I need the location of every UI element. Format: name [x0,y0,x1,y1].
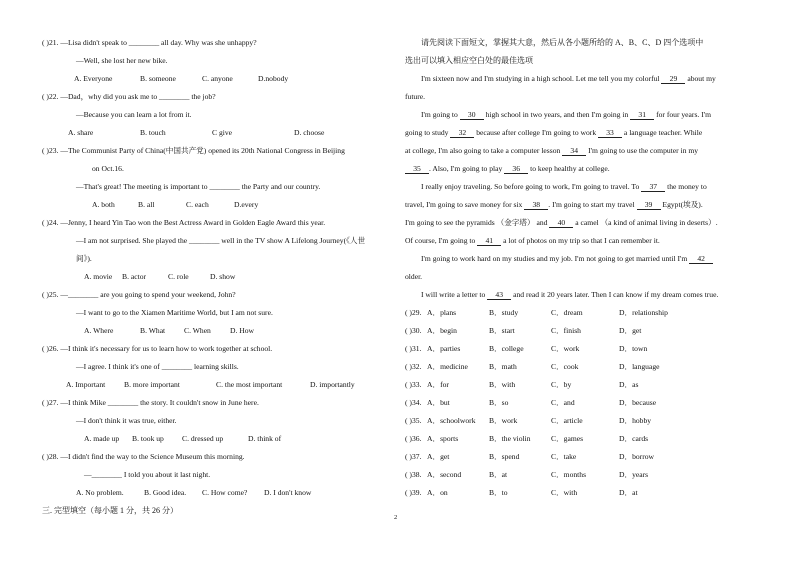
option[interactable]: B. someone [140,74,176,83]
option[interactable]: B．study [489,308,519,317]
q23-stem-cont: on Oct.16. [92,164,124,173]
option[interactable]: C．article [551,416,583,425]
option[interactable]: D. show [210,272,236,281]
option[interactable]: B．work [489,416,518,425]
option[interactable]: C．games [551,434,584,443]
option[interactable]: B．spend [489,452,520,461]
q26-reply: —I agree. I think it's one of ________ learning skills. [76,362,239,371]
option[interactable]: C．work [551,344,580,353]
option[interactable]: C．and [551,398,575,407]
question-number: ( )32. [405,362,422,371]
passage-text: going to study [405,128,451,137]
option[interactable]: C．finish [551,326,581,335]
option[interactable]: B. actor [122,272,147,281]
option[interactable]: C．by [551,380,572,389]
option[interactable]: D. importantly [310,380,355,389]
blank-33[interactable]: 33 [598,128,622,138]
page-number: 2 [394,514,398,521]
passage-text: Of course, I'm going to [405,236,478,245]
q21-reply: —Well, she lost her new bike. [76,56,168,65]
passage-line [421,74,716,84]
option[interactable]: D. How [230,326,255,335]
q25-reply: —I want to go to the Xiamen Maritime World, but I am not sure. [76,308,273,317]
option[interactable]: B. took up [132,434,164,443]
passage-text: for four years. I'm [654,110,712,119]
question-number: ( )39. [405,488,422,497]
option[interactable]: B. all [138,200,155,209]
blank-40[interactable]: 40 [549,218,573,228]
option[interactable]: D．years [619,470,649,479]
passage-text: at college, I'm also going to take a computer lesson [405,146,563,155]
option[interactable]: B．college [489,344,524,353]
passage-text: and read it 20 years later. Then I can know if my dream comes true. [511,290,719,299]
passage-text: a lot of photos on my trip so that I can remember it. [501,236,660,245]
option[interactable]: C. each [186,200,209,209]
passage-line [405,236,660,246]
option[interactable]: D．at [619,488,638,497]
passage-line [405,128,702,138]
option[interactable]: A．medicine [427,362,468,371]
option[interactable]: D.every [234,200,259,209]
blank-42[interactable]: 42 [689,254,713,264]
option[interactable]: A. Important [66,380,106,389]
question-number: ( )30. [405,326,422,335]
option[interactable]: C. anyone [202,74,233,83]
question-number: ( )38. [405,470,422,479]
option[interactable]: A．on [427,488,448,497]
passage-text: because after college I'm going to work [474,128,599,137]
option[interactable]: B．to [489,488,508,497]
option[interactable]: D. choose [294,128,325,137]
passage-text: travel, I'm going to save money for six [405,200,525,209]
q24-reply: —I am not surprised. She played the ________ well in the TV show A Lifelong Journey(《人世 [76,236,366,245]
option[interactable]: D．language [619,362,660,371]
option[interactable]: B．so [489,398,509,407]
option[interactable]: C. How come? [202,488,248,497]
option[interactable]: D．hobby [619,416,652,425]
option[interactable]: D．get [619,326,642,335]
q28-stem: ( )28. —I didn't find the way to the Science Museum this morning. [42,452,245,461]
passage-text: . I'm going to start my travel [548,200,637,209]
instructions: 请先阅读下面短文，掌握其大意，然后从各小题所给的 A、B、C、D 四个选项中 [421,38,704,47]
question-number: ( )33. [405,380,422,389]
option[interactable]: A．begin [427,326,457,335]
option[interactable]: A．parties [427,344,461,353]
option[interactable]: D．town [619,344,648,353]
q21-stem: ( )21. —Lisa didn't speak to ________ all day. Why was she unhappy? [42,38,257,47]
option[interactable]: A. both [92,200,115,209]
option[interactable]: B. What [140,326,166,335]
passage-line [405,200,703,210]
option[interactable]: A．plans [427,308,457,317]
passage-text: I really enjoy traveling. So before going to work, I'm going to travel. To [421,182,642,191]
option[interactable]: A．get [427,452,450,461]
option[interactable]: A．second [427,470,462,479]
option[interactable]: C give [212,128,233,137]
question-number: ( )31. [405,344,422,353]
q26-stem: ( )26. —I think it's necessary for us to learn how to work together at school. [42,344,273,353]
passage-text: a camel （a kind of animal living in deserts）. [573,218,718,227]
option[interactable]: A. made up [84,434,120,443]
option[interactable]: C．with [551,488,578,497]
blank-37[interactable]: 37 [641,182,665,192]
passage-line [405,218,718,228]
option[interactable]: C．cook [551,362,579,371]
blank-34[interactable]: 34 [562,146,586,156]
passage-text: about my [685,74,716,83]
q27-reply: —I don't think it was true, either. [76,416,177,425]
option[interactable]: C. role [168,272,189,281]
instructions-cont: 选出可以填入相应空白处的最佳选项 [405,56,533,65]
q23-stem: ( )23. —The Communist Party of China(中国共产党) opened its 20th National Congress in Beijing [42,146,345,155]
passage-text: I'm going to see the pyramids （金字塔） and [405,218,550,227]
q25-stem: ( )25. —________ are you going to spend your weekend, John? [42,290,236,299]
option[interactable]: A. share [68,128,94,137]
passage-text: I'm sixteen now and I'm studying in a high school. Let me tell you my colorful [421,74,662,83]
q24-stem: ( )24. —Jenny, I heard Yin Tao won the Best Actress Award in Golden Eagle Award this year. [42,218,326,227]
option[interactable]: B．at [489,470,508,479]
passage-text: I will write a letter to [421,290,488,299]
blank-32[interactable]: 32 [450,128,474,138]
blank-31[interactable]: 31 [630,110,654,120]
passage-text: I'm going to [421,110,460,119]
q22-reply: —Because you can learn a lot from it. [76,110,192,119]
option[interactable]: D．as [619,380,639,389]
passage-text: a language teacher. While [622,128,703,137]
blank-35[interactable]: 35 [405,164,429,174]
question-number: ( )36. [405,434,422,443]
passage-text: I'm going to work hard on my studies and my job. I'm not going to get married until I'm [421,254,690,263]
option[interactable]: A. movie [84,272,113,281]
passage-line [421,290,718,300]
question-number: ( )29. [405,308,422,317]
blank-29[interactable]: 29 [661,74,685,84]
option[interactable]: A．but [427,398,450,407]
option[interactable]: B. touch [140,128,166,137]
passage-text: to keep healthy at college. [528,164,610,173]
passage-text: . Also, I'm going to play [429,164,505,173]
q24-reply-cont: 间》). [76,254,92,263]
passage-text: I'm going to use the computer in my [586,146,699,155]
passage-line [421,110,711,120]
option[interactable]: D．borrow [619,452,655,461]
passage-line [421,182,707,192]
passage-text: Egypt(埃及). [660,200,703,209]
option[interactable]: D．relationship [619,308,668,317]
option[interactable]: B．the violin [489,434,531,443]
option[interactable]: A. Where [84,326,114,335]
option[interactable]: A. No problem. [76,488,124,497]
option[interactable]: C．take [551,452,577,461]
option[interactable]: A. Everyone [74,74,113,83]
option[interactable]: C. When [184,326,211,335]
passage-text: the money to [665,182,707,191]
blank-43[interactable]: 43 [487,290,511,300]
option[interactable]: D．cards [619,434,649,443]
q27-stem: ( )27. —I think Mike ________ the story. It couldn't snow in June here. [42,398,259,407]
passage-line [405,164,610,174]
option[interactable]: D．because [619,398,657,407]
q23-reply: —That's great! The meeting is important to ________ the Party and our country. [76,182,321,191]
option[interactable]: C. the most important [216,380,283,389]
passage-text: future. [405,92,426,101]
option[interactable]: D. I don't know [264,488,312,497]
option[interactable]: B. more important [124,380,180,389]
option[interactable]: D.nobody [258,74,289,83]
passage-line [405,146,698,156]
section-title: 三. 完型填空（每小题 1 分，共 26 分） [42,506,178,515]
option[interactable]: B．start [489,326,515,335]
option[interactable]: B．math [489,362,517,371]
question-number: ( )37. [405,452,422,461]
blank-38[interactable]: 38 [524,200,548,210]
passage-line [421,254,713,264]
q22-stem: ( )22. —Dad，why did you ask me to ________ the job? [42,92,216,101]
question-number: ( )34. [405,398,422,407]
blank-41[interactable]: 41 [477,236,501,246]
passage-line [405,272,422,281]
question-number: ( )35. [405,416,422,425]
blank-36[interactable]: 36 [504,164,528,174]
passage-line [405,92,425,101]
option[interactable]: D. think of [248,434,282,443]
blank-30[interactable]: 30 [460,110,484,120]
option[interactable]: C．months [551,470,587,479]
option[interactable]: C. dressed up [182,434,224,443]
option[interactable]: B. Good idea. [144,488,187,497]
passage-text: high school in two years, and then I'm going in [483,110,631,119]
passage-text: older. [405,272,423,281]
option[interactable]: C．dream [551,308,583,317]
option[interactable]: A．for [427,380,449,389]
option[interactable]: B．with [489,380,516,389]
option[interactable]: A．sports [427,434,459,443]
q28-reply: —________ I told you about it last night. [84,470,211,479]
option[interactable]: A．schoolwork [427,416,476,425]
blank-39[interactable]: 39 [637,200,661,210]
